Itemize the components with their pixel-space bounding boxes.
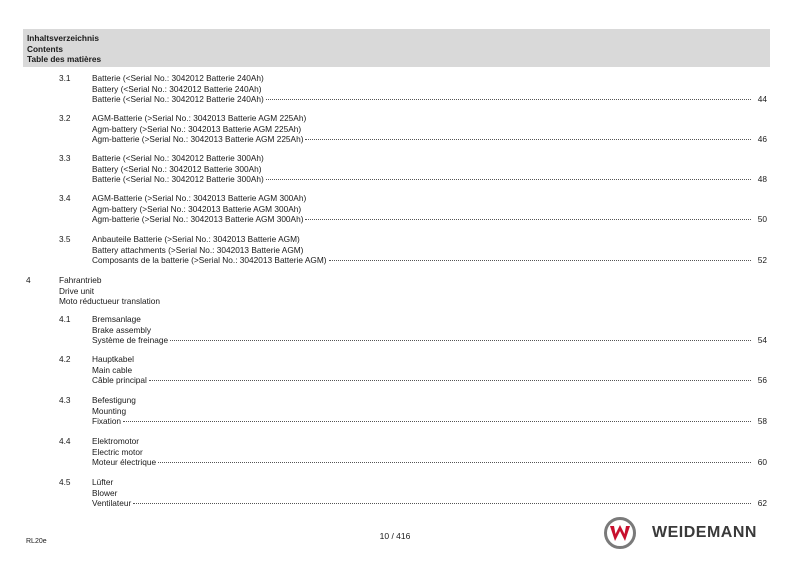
doc-code: RL20e	[26, 538, 47, 545]
toc-entry-title-en: Battery (<Serial No.: 3042012 Batterie 300Ah)	[92, 163, 262, 174]
toc-entry-title-de: Anbauteile Batterie (>Serial No.: 3042013 Batterie AGM)	[92, 234, 300, 244]
toc-entry-title-fr	[92, 134, 767, 145]
toc-entry-text: Ventilateur	[92, 498, 132, 508]
toc-entry-title-de: Batterie (<Serial No.: 3042012 Batterie 240Ah)	[92, 73, 264, 83]
toc-entry-title-fr	[92, 214, 767, 225]
header-title-fr: Table des matières	[27, 54, 102, 64]
dot-leader	[158, 462, 751, 463]
toc-entry-number: 3.3	[59, 153, 71, 163]
toc-entry-number: 4.1	[59, 314, 71, 324]
toc-entry-title-en: Battery attachments (>Serial No.: 3042013 Batterie AGM)	[92, 244, 304, 255]
toc-entry-title-de: Hauptkabel	[92, 354, 134, 364]
toc-entry-title-en: Blower	[92, 487, 118, 498]
toc-page-number[interactable]: 56	[757, 375, 767, 385]
toc-entry-title-en: Agm-battery (>Serial No.: 3042013 Batterie AGM 300Ah)	[92, 203, 302, 214]
toc-entry-text: Moteur électrique	[92, 457, 157, 467]
toc-entry-title-fr	[92, 94, 767, 105]
toc-entry-number: 3.5	[59, 234, 71, 244]
toc-entry-title-en: Main cable	[92, 364, 133, 375]
toc-entry-text: Agm-batterie (>Serial No.: 3042013 Batterie AGM 300Ah)	[92, 214, 304, 224]
toc-entry-title-de: Fahrantrieb	[59, 275, 102, 285]
dot-leader	[266, 179, 751, 180]
toc-page-number[interactable]: 52	[757, 255, 767, 265]
dot-leader	[329, 260, 751, 261]
toc-page-number[interactable]: 60	[757, 457, 767, 467]
dot-leader	[170, 340, 751, 341]
toc-entry-title-fr: Moto réductueur translation	[59, 296, 161, 306]
toc-entry-title-de: Befestigung	[92, 395, 136, 405]
toc-entry-number: 3.1	[59, 73, 71, 83]
weidemann-logo	[604, 515, 774, 551]
toc-entry-title-fr	[92, 416, 767, 427]
toc-entry-text: Agm-batterie (>Serial No.: 3042013 Batterie AGM 225Ah)	[92, 134, 304, 144]
page-indicator: 10 / 416	[379, 531, 411, 541]
toc-page-number[interactable]: 48	[757, 174, 767, 184]
toc-entry-text: Fixation	[92, 416, 122, 426]
header-title-de: Inhaltsverzeichnis	[27, 33, 99, 43]
toc-entry-title-fr	[92, 335, 767, 346]
toc-entry-title-de: Bremsanlage	[92, 314, 141, 324]
dot-leader	[133, 503, 751, 504]
brand-name: WEIDEMANN	[652, 523, 757, 541]
toc-page-number[interactable]: 62	[757, 498, 767, 508]
toc-entry-title-de: AGM-Batterie (>Serial No.: 3042013 Batterie AGM 300Ah)	[92, 193, 307, 203]
dot-leader	[266, 99, 751, 100]
dot-leader	[305, 219, 751, 220]
toc-entry-title-de: Lüfter	[92, 477, 114, 487]
toc-header	[23, 29, 770, 67]
header-title-en: Contents	[27, 43, 63, 54]
toc-entry-number: 3.4	[59, 193, 71, 203]
toc-page-number[interactable]: 54	[757, 335, 767, 345]
toc-entry-text: Composants de la batterie (>Serial No.: 3042013 Batterie AGM)	[92, 255, 327, 265]
toc-page-number[interactable]: 58	[757, 416, 767, 426]
toc-entry-number: 3.2	[59, 113, 71, 123]
weidemann-logo-icon	[604, 517, 636, 549]
toc-entry-text: Batterie (<Serial No.: 3042012 Batterie 240Ah)	[92, 94, 264, 104]
toc-entry-number: 4.3	[59, 395, 71, 405]
toc-entry-title-fr	[92, 498, 767, 509]
toc-entry-title-fr	[92, 375, 767, 386]
toc-entry-number: 4	[26, 275, 31, 285]
toc-entry-title-en: Electric motor	[92, 446, 143, 457]
toc-entry-title-en: Brake assembly	[92, 324, 152, 335]
dot-leader	[149, 380, 751, 381]
toc-page-number[interactable]: 46	[757, 134, 767, 144]
dot-leader	[305, 139, 751, 140]
toc-entry-title-de: AGM-Batterie (>Serial No.: 3042013 Batterie AGM 225Ah)	[92, 113, 307, 123]
toc-entry-text: Système de freinage	[92, 335, 169, 345]
toc-entry-text: Batterie (<Serial No.: 3042012 Batterie 300Ah)	[92, 174, 264, 184]
toc-entry-text: Câble principal	[92, 375, 147, 385]
toc-entry-number: 4.4	[59, 436, 71, 446]
toc-entry-title-de: Elektromotor	[92, 436, 140, 446]
toc-entry-title-en: Agm-battery (>Serial No.: 3042013 Batterie AGM 225Ah)	[92, 123, 302, 134]
toc-entry-number: 4.5	[59, 477, 71, 487]
toc-entry-title-en: Mounting	[92, 405, 127, 416]
toc-entry-number: 4.2	[59, 354, 71, 364]
toc-entry-title-de: Batterie (<Serial No.: 3042012 Batterie 300Ah)	[92, 153, 264, 163]
toc-entry-title-fr	[92, 174, 767, 185]
toc-entry-title-en: Battery (<Serial No.: 3042012 Batterie 240Ah)	[92, 83, 262, 94]
toc-entry-title-fr	[92, 457, 767, 468]
dot-leader	[123, 421, 751, 422]
toc-entry-title-fr	[92, 255, 767, 266]
toc-page-number[interactable]: 50	[757, 214, 767, 224]
toc-entry-title-en: Drive unit	[59, 285, 95, 296]
toc-page-number[interactable]: 44	[757, 94, 767, 104]
